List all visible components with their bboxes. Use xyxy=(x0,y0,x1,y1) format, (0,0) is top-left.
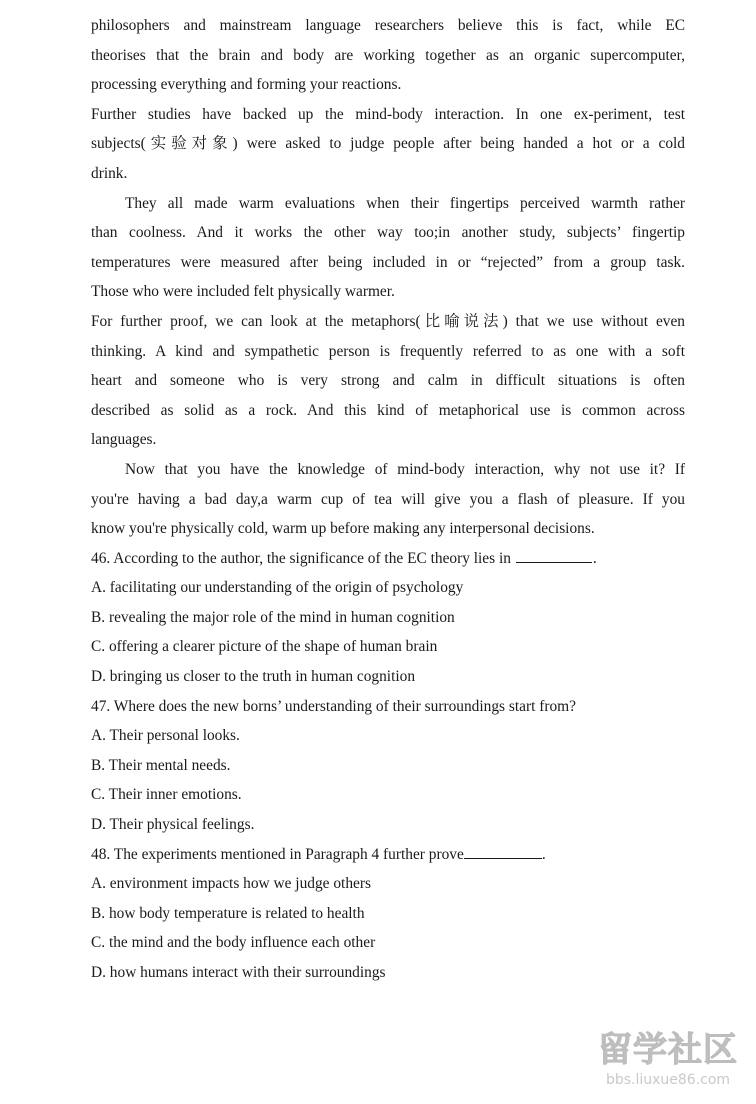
answer-option: A. facilitating our understanding of the origin of psychology xyxy=(91,579,464,597)
question-stem xyxy=(91,840,685,870)
question-stem-end: . xyxy=(541,845,546,863)
question-stem-end: . xyxy=(592,549,597,567)
watermark-url: bbs.liuxue86.com xyxy=(605,1072,731,1088)
passage-line: heart and someone who is very strong and calm in difficult situations is often xyxy=(91,372,685,390)
answer-option: C. Their inner emotions. xyxy=(91,786,242,804)
passage-line: know you're physically cold, warm up before making any interpersonal decisions. xyxy=(91,520,595,538)
passage-line: than coolness. And it works the other way too;in another study, subjects’ fingertip xyxy=(91,224,685,242)
answer-option: A. environment impacts how we judge others xyxy=(91,875,371,893)
passage-line: languages. xyxy=(91,431,157,449)
answer-option: B. how body temperature is related to health xyxy=(91,904,365,922)
document-page xyxy=(91,11,685,988)
question-46 xyxy=(91,544,685,692)
watermark-logo: 留学社区 xyxy=(598,1030,738,1070)
answer-option: A. Their personal looks. xyxy=(91,727,240,745)
answer-option: D. bringing us closer to the truth in human cognition xyxy=(91,668,416,686)
answer-option: C. the mind and the body influence each other xyxy=(91,934,376,952)
site-watermark xyxy=(588,1028,748,1098)
passage-line: subjects(实验对象) were asked to judge people after being handed a hot or a cold xyxy=(91,135,685,153)
question-48 xyxy=(91,840,685,988)
question-47 xyxy=(91,692,685,840)
answer-blank xyxy=(516,547,592,563)
answer-option: B. revealing the major role of the mind in human cognition xyxy=(91,608,455,626)
passage-line: Those who were included felt physically warmer. xyxy=(91,283,395,301)
passage-line: theorises that the brain and body are working together as an organic supercomputer, xyxy=(91,46,685,64)
reading-passage xyxy=(91,11,685,544)
passage-line: They all made warm evaluations when their fingertips perceived warmth rather xyxy=(125,194,685,212)
answer-option: D. Their physical feelings. xyxy=(91,816,255,834)
question-stem: 47. Where does the new borns’ understanding of their surroundings start from? xyxy=(91,697,576,715)
passage-line: described as solid as a rock. And this kind of metaphorical use is common across xyxy=(91,401,685,419)
passage-line: thinking. A kind and sympathetic person is frequently referred to as one with a soft xyxy=(91,342,685,360)
question-stem-text: 46. According to the author, the significance of the EC theory lies in xyxy=(91,549,511,567)
passage-line: you're having a bad day,a warm cup of tea will give you a flash of pleasure. If you xyxy=(91,490,685,508)
question-stem-text: 48. The experiments mentioned in Paragraph 4 further prove xyxy=(91,845,464,863)
passage-line: processing everything and forming your reactions. xyxy=(91,76,402,94)
answer-option: B. Their mental needs. xyxy=(91,756,231,774)
passage-line: For further proof, we can look at the metaphors(比喻说法) that we use without even xyxy=(91,312,685,330)
passage-line: drink. xyxy=(91,164,128,182)
answer-option: C. offering a clearer picture of the shape of human brain xyxy=(91,638,438,656)
passage-line: temperatures were measured after being included in or “rejected” from a group task. xyxy=(91,253,685,271)
passage-line: Now that you have the knowledge of mind-body interaction, why not use it? If xyxy=(125,460,685,478)
answer-option: D. how humans interact with their surroundings xyxy=(91,964,386,981)
question-stem xyxy=(91,544,685,574)
passage-line: Further studies have backed up the mind-body interaction. In one ex-periment, test xyxy=(91,105,685,123)
answer-blank xyxy=(464,843,542,859)
passage-line: philosophers and mainstream language researchers believe this is fact, while EC xyxy=(91,17,685,34)
